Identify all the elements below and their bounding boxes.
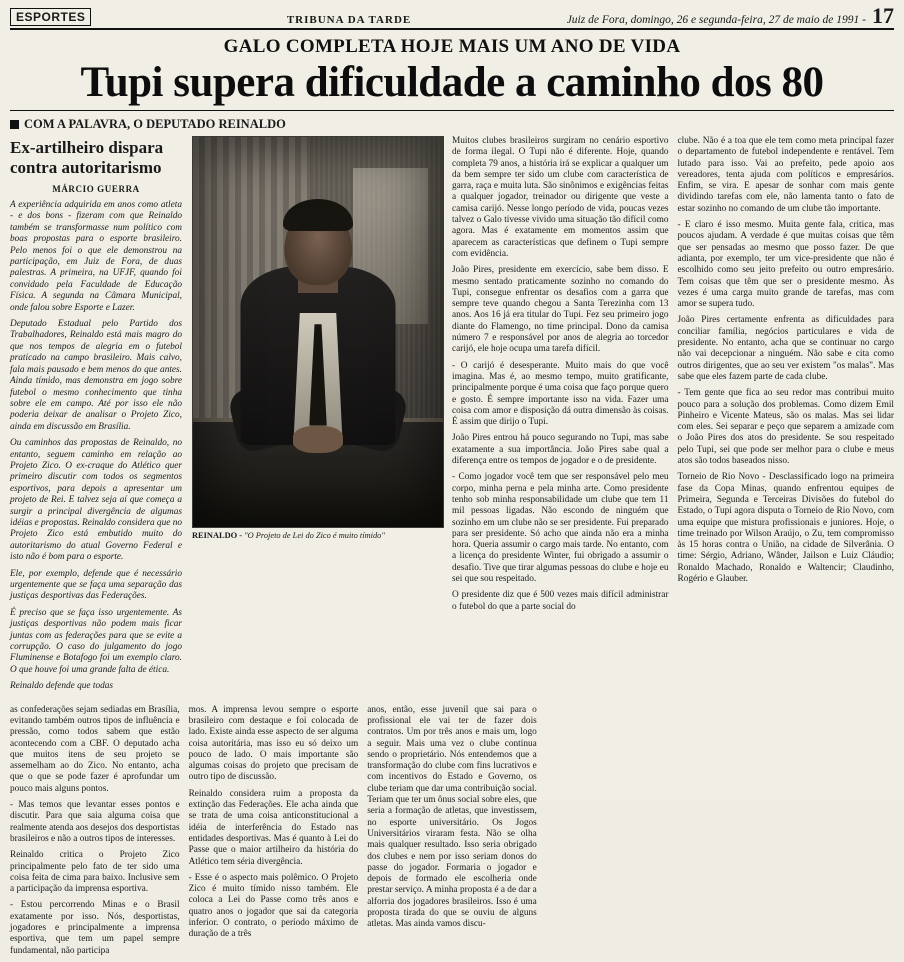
paragraph: Reinaldo considera ruim a proposta da extinção das Federações. Ele acha ainda que se trata de uma coisa anticonstitucional a idéia de interferência do Estado nas entidades desportivas. Mas é quanto à Lei do Passe que o maior artilheiro da história do Atlético tem séria divergência. [188,788,359,867]
column-right-2 [678,136,895,698]
interview-section-text: COM A PALAVRA, O DEPUTADO REINALDO [24,117,286,131]
headline-rule [10,110,894,111]
article-body [10,136,894,698]
paragraph: Ou caminhos das propostas de Reinaldo, no entanto, seguem caminho em relação ao Projeto Zico. O ex-craque do Atlético quer primeiro discutir com todos os segmentos esportivos, para depois a apresentar um projeto de Rei. E talvez seja aí que começa a surgir a principal divergência de algumas idéias e propostas. Reinaldo considera que no Projeto Zico está embutido muito do autoritarismo do atual Governo Federal e isto não é bom para o esporte. [10,438,182,563]
bullet-square-icon [10,120,19,129]
column-right-group [452,136,894,698]
column-lower-1 [10,705,180,962]
paragraph: - Estou percorrendo Minas e o Brasil exatamente por isso. Nós, desportistas, jogadores e principalmente a imprensa esportiva, que tem um papel sempre fundamental, não participa [10,900,180,956]
paragraph: - E claro é isso mesmo. Muita gente fala, critica, mas poucos ajudam. A verdade é que muitas coisas que têm que ser pensadas ao mesmo que posso fazer. De que adianta, por exemplo, ter um vice-presidente que não é escolhido como seu jeito prefeito ou outro empresário. Tem coisas que têm que ser o presidente mesmo. Às vezes é uma carga muito grande de tarefas, mas com amor se supera tudo. [677,220,894,310]
interview-section-label [10,117,894,132]
photo-caption [192,531,442,541]
paragraph: as confederações sejam sediadas em Brasília, evitando também outros tipos de influência e pressão, como todos sabem que estão acontecendo com a CBF. O deputado acha que muitos itens de seu projeto se assemelham ao do Zico. No entanto, acha que o que se pode fazer é aprofundar um pouco mais alguns pontos. [10,704,180,794]
column-lower-spacer [546,705,716,962]
photo-caption-text: "O Projeto de Lei do Zico é muito tímido" [244,531,385,540]
paragraph: João Pires certamente enfrenta as dificuldades para conciliar família, negócios particulares e vida de presidente. No entanto, acha que se continuar no cargo não vai decepcionar a ninguém. Não sabe e cita como outros dirigentes, que ao seu ver existem "os malas". Mas sabe que eles fazem parte de cada clube. [677,315,894,382]
article-lower-columns [10,705,894,962]
paragraph: Reinaldo defende que todas [10,681,114,692]
paragraph: Ele, por exemplo, defende que é necessário urgentemente que se faça uma separação das justiças desportivas das Federações. [10,568,182,602]
paper-title: TRIBUNA DA TARDE [286,14,412,26]
page-number: 17 [871,3,894,28]
paragraph: O presidente diz que é 500 vezes mais difícil administrar o futebol do que a parte social do [452,590,669,612]
column-right-1 [452,136,669,698]
dateline: Juiz de Fora, domingo, 26 e segunda-feira, 27 de maio de 1991 - [566,14,866,26]
paragraph: Deputado Estadual pelo Partido dos Trabalhadores, Reinaldo está mais magro do que nos tempos de alegria em o futebol praticado na campo brasileiro. Mais calvo, fala mais pausado e bem menos do que antes. Ainda tímido, mas demonstra em jogo sobre futebol o mesmo conhecimento que tinha sobre ele em campo. Até por isso ele não poderia deixar de analisar o Projeto Zico, ainda em discussão em Brasília. [10,319,182,432]
column-left [10,136,182,698]
column-lower-3 [367,705,537,962]
paragraph: anos, então, esse juvenil que sai para o profissional ele vai ter de fazer dois contratos. Um por três anos e mais um, logo a seguir. Mais uma vez o clube continua sendo o proprietário. Nós entendemos que a transformação do clube com fins lucrativos e com incentivos do Estado e Governo, os clube teriam que dar uma contribuição social. Teriam que ter um ônus social sobre eles, que seria a formação de atletas, que investissem, no esporte universitário. Os Jogos Universitários viraram festa. Não se olha mais qualquer resultado. Isso seria obrigado dos clubes e nem por isso seriam donos do passe do jogador. Formaria o jogador e depois de formado ele escolheria onde prestar serviço. A minha proposta é a de dar a alforria dos jogadores brasileiros. Isso é uma proposta tirada do que se ouviu de alguns atletas. Mas ainda vamos discu- [367,704,537,930]
column-lower-2 [189,705,359,962]
paragraph: mos. A imprensa levou sempre o esporte brasileiro com destaque e foi colocada de lado. Existe ainda esse aspecto de ser alguma coisa autoritária, mas isso eu só deixo um pouco de lado. O mais importante são algumas coisas do projeto que precisam de outro tipo de discussão. [188,704,359,783]
paragraph: - Tem gente que fica ao seu redor mas contribui muito pouco para a solução dos problemas. Como dizem Emil Pinheiro e Vicente Mateus, são os malas. Mas sei lidar com eles. Sei separar e peço que separem a amizade com o João Pires dos atos do presidente. Se sou respeitado pelo Tupi, sei que pode ser melhor para o clube e meus atos são todos baseados nisso. [677,388,894,467]
paragraph: Muitos clubes brasileiros surgiram no cenário esportivo de forma ilegal. O Tupi não é diferente. Hoje, quando completa 79 anos, a história irá se explicar a qualquer um da bem sempre ter sido um clube com característica de garra, raça e muita luta. São sinônimos e exigências feitas a qualquer jogador, treinador ou dirigente que veste a camisa carijó. Nesse longo período de vida, poucas vezes talvez o Galo tivesse vivido uma situação tão difícil como agora. Mas é exatamente em momentos assim que aparecem as características que definem o Tupi sempre com evidência. [452,136,669,259]
kicker-headline: GALO COMPLETA HOJE MAIS UM ANO DE VIDA [223,36,681,57]
section-label-esportes: ESPORTES [10,8,91,26]
photo-caption-name: REINALDO - [192,531,243,540]
paragraph: - Esse é o aspecto mais polêmico. O Projeto Zico é muito tímido nisso também. Ele coloca a Lei do Passe como três anos e quatro anos o jogador que sai da categoria inferior. O contrato, o período máximo de duração de a três [188,872,359,940]
paragraph: - O carijó é desesperante. Muito mais do que você imagina. Mas é, ao mesmo tempo, muito gratificante, principalmente porque é uma coisa que faço porque quero e gosto. É sempre importante isso na vida. Fazer uma coisa com amor e disposição dá outra dimensão às coisas. É assim que dirijo o Tupi. [452,360,669,428]
paragraph: - Mas temos que levantar esses pontos e discutir. Para que saia alguma coisa que realmente atenda aos desejos dos desportistas brasileiros e não a outros tipos de interesses. [10,800,180,844]
paragraph: João Pires entrou há pouco segurando no Tupi, mas sabe exatamente a sua importância. João Pires sabe qual a diferença entre os tempos de jogador e o de presidente. [452,433,669,467]
paragraph: É preciso que se faça isso urgentemente. As justiças desportivas não podem mais ficar juntas com as federações para que se evite a corrupção. O caso do julgamento do jogo Fluminense e Botafogo foi um exemplo claro. O que houve foi uma grande falta de ética. [10,607,182,675]
paragraph: clube. Não é a toa que ele tem como meta principal fazer o departamento de futebol independente e rentável. Tem lutado para isso. Vai ao prefeito, pede apoio aos vereadores, tenta ajuda com políticos e empresários. Enfim, se vira. E apesar de sonhar com mais gente dividindo tarefas com ele, não lamenta tanto o fato de estar sozinho no comando de um clube tão importante. [677,136,894,214]
column-photo [192,136,442,698]
paragraph: - Como jogador você tem que ser responsável pelo meu corpo, minha perna e pela minha arte. Como presidente tenho sob minha responsabilidade um clube que tem 11 mil pessoas ligadas. Não escondo de ninguém que sozinho em um clube não se ser presidente. Fui preparado para ser presidente. Só acho que ainda não era a minha hora. Queria assumir o cargo mais tarde. No entanto, com a licença do presidente Winter, fui obrigado a assumir o desafio. Tive que tirar algumas pessoas do clube e hoje eu sei que sou respeitado. [452,472,669,584]
byline: MÁRCIO GUERRA [52,184,140,194]
paragraph: A experiência adquirida em anos como atleta - e dos bons - fizeram com que Reinaldo também se transformasse num político com boas propostas para o esporte brasileiro. Pelo menos foi o que ele demonstrou na participação, em Juiz de Fora, de duas palestras. A primeira, na UFJF, quando foi convidado pela Faculdade de Educação Física. A segunda na Câmara Municipal, onde falou sobre Esporte e Lazer. [10,200,182,313]
main-headline: Tupi supera dificuldade a caminho dos 80 [80,59,824,106]
sub-headline: Ex-artilheiro dispara contra autoritarismo [10,138,164,177]
column-lower-spacer-2 [724,705,894,962]
dateline-block [566,3,894,28]
paragraph: João Pires, presidente em exercício, sabe bem disso. E mesmo sentado praticamente sozinho no comando do Tupi, consegue enfrentar os desafios com a garra que sempre teve quando chegou a Santa Terezinha com 13 anos. Aos 16 já era titular do Tupi. Fez seu primeiro jogo diante do Flamengo, no time principal. Dono da camisa número 7 e responsável por anos de alegria ao torcedor carijó, ele hoje ocupa uma tarefa difícil. [452,265,669,355]
photo-vignette [193,137,443,527]
paragraph: Reinaldo critica o Projeto Zico principalmente pelo fato de ter sido uma coisa feita de cima para baixo. Inclusive sem a participação da imprensa esportiva. [10,850,180,895]
article-photo [192,136,444,528]
masthead [10,4,894,30]
paragraph: Torneio de Rio Novo - Desclassificado logo na primeira fase da Copa Minas, quando enfrentou equipes de Primeira, Segunda e Terceiras Divisões do futebol do Estado, o Tupi agora disputa o Torneio de Rio Novo, com uma equipe que mistura profissionais e juniores. Hoje, o time treinado por Wilson Araújo, o Zu, tem compromisso às 15 horas contra o União, na cidade de Silverânia. O time: Sérgio, Adriano, Wânder, Jailson e Luiz Cláudio; Ronaldo Machado, Ronaldo e Waltencir; Claudinho, Rogério e Glauber. [677,472,894,584]
